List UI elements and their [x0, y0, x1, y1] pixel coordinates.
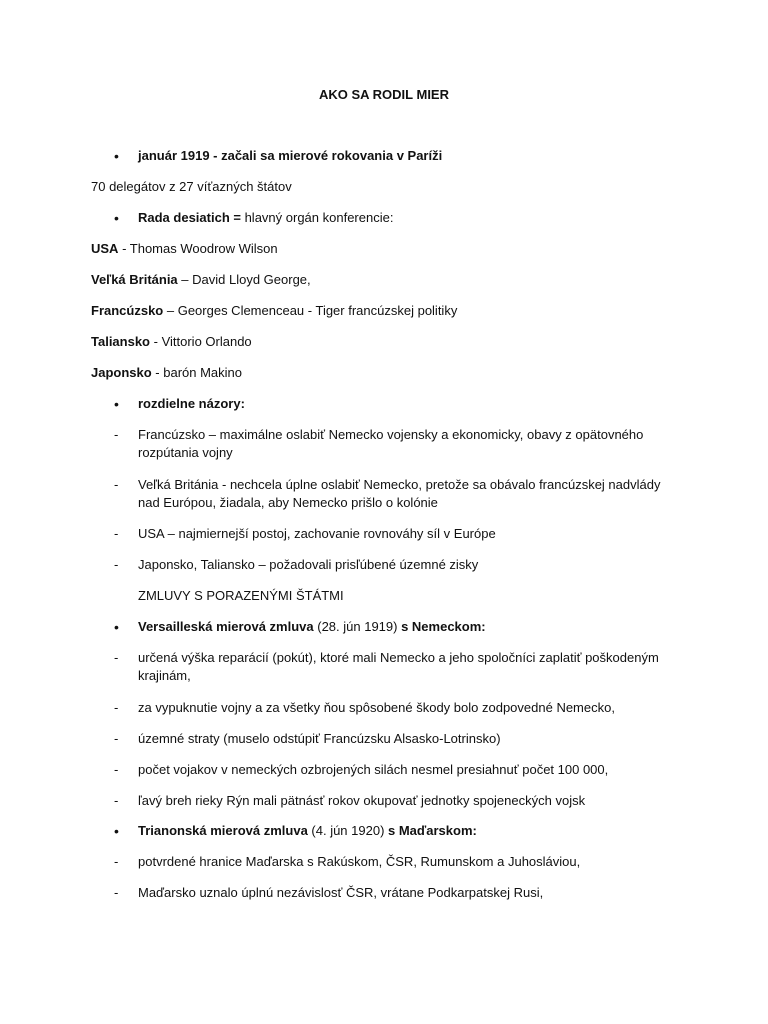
- member-line: Francúzsko – Georges Clemenceau - Tiger francúzskej politiky: [91, 303, 458, 318]
- dash-mark: -: [114, 885, 119, 900]
- versailles-point: určená výška reparácií (pokút), ktoré mali Nemecko a jeho spoločníci zaplatiť poškodeným: [138, 650, 659, 665]
- dash-mark: -: [114, 650, 119, 665]
- dash-mark: -: [114, 526, 119, 541]
- dash-mark: -: [114, 557, 119, 572]
- delegates-line: 70 delegátov z 27 víťazných štátov: [91, 179, 292, 194]
- view-item: Japonsko, Taliansko – požadovali prisľúbené územné zisky: [138, 557, 479, 572]
- versailles-point: počet vojakov v nemeckých ozbrojených silách nesmel presiahnuť počet 100 000,: [138, 762, 609, 777]
- view-item: Francúzsko – maximálne oslabiť Nemecko vojensky a ekonomicky, obavy z opätovného: [138, 427, 644, 442]
- bullet-mark: •: [114, 619, 119, 635]
- dash-mark: -: [114, 762, 119, 777]
- bullet-mark: •: [114, 396, 119, 412]
- bullet-mark: •: [114, 148, 119, 164]
- bullet-versailles: Versailleská mierová zmluva (28. jún 1919) s Nemeckom:: [138, 619, 486, 634]
- member-line: Veľká Británia – David Lloyd George,: [91, 272, 311, 287]
- bullet-council-of-ten: Rada desiatich = hlavný orgán konferencie:: [138, 210, 394, 225]
- member-line: Japonsko - barón Makino: [91, 365, 243, 380]
- view-item-cont: rozpútania vojny: [138, 445, 233, 460]
- versailles-point: ľavý breh rieky Rýn mali pätnásť rokov okupovať jednotky spojeneckých vojsk: [138, 793, 586, 808]
- bullet-conference-start: január 1919 - začali sa mierové rokovania v Paríži: [138, 148, 443, 163]
- versailles-point: za vypuknutie vojny a za všetky ňou spôsobené škody bolo zodpovedné Nemecko,: [138, 700, 615, 715]
- dash-mark: -: [114, 477, 119, 492]
- bullet-trianon: Trianonská mierová zmluva (4. jún 1920) s Maďarskom:: [138, 823, 477, 838]
- versailles-point-cont: krajinám,: [138, 668, 191, 683]
- document-title: AKO SA RODIL MIER: [318, 87, 449, 102]
- dash-mark: -: [114, 700, 119, 715]
- bullet-mark: •: [114, 823, 119, 839]
- trianon-point: Maďarsko uznalo úplnú nezávislosť ČSR, vrátane Podkarpatskej Rusi,: [138, 885, 544, 900]
- bullet-mark: •: [114, 210, 119, 226]
- view-item: Veľká Británia - nechcela úplne oslabiť Nemecko, pretože sa obávalo francúzskej nadvlády: [138, 477, 661, 492]
- versailles-point: územné straty (muselo odstúpiť Francúzsku Alsasko-Lotrinsko): [138, 731, 501, 746]
- treaties-subheading: ZMLUVY S PORAZENÝMI ŠTÁTMI: [138, 588, 344, 603]
- view-item-cont: nad Európou, žiadala, aby Nemecko prišlo o kolónie: [138, 495, 438, 510]
- trianon-point: potvrdené hranice Maďarska s Rakúskom, ČSR, Rumunskom a Juhosláviou,: [138, 854, 581, 869]
- member-line: USA - Thomas Woodrow Wilson: [91, 241, 278, 256]
- member-line: Taliansko - Vittorio Orlando: [91, 334, 252, 349]
- bullet-differing-views: rozdielne názory:: [138, 396, 245, 411]
- dash-mark: -: [114, 854, 119, 869]
- view-item: USA – najmiernejší postoj, zachovanie rovnováhy síl v Európe: [138, 526, 496, 541]
- dash-mark: -: [114, 793, 119, 808]
- dash-mark: -: [114, 427, 119, 442]
- dash-mark: -: [114, 731, 119, 746]
